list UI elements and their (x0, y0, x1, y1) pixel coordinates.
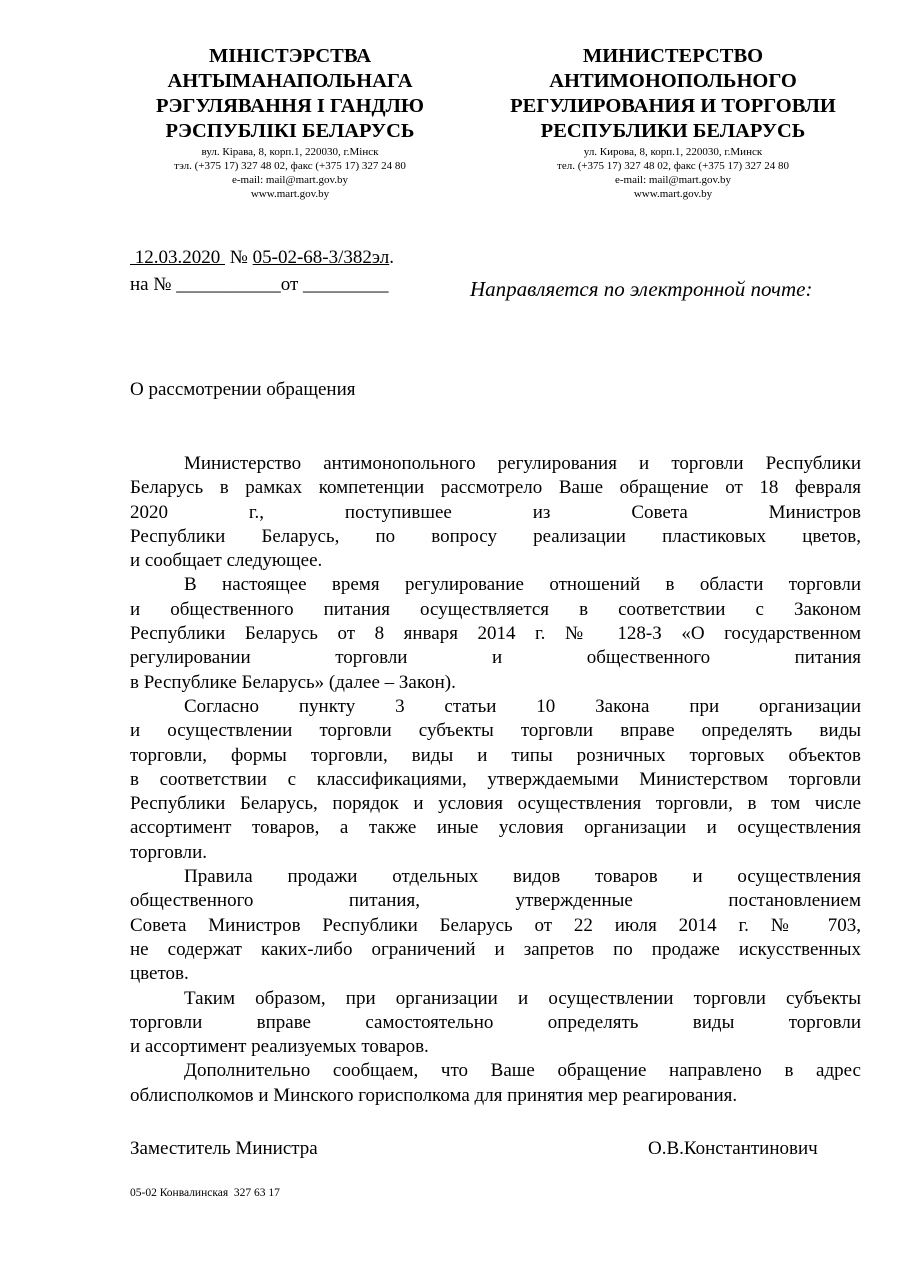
executor-footer: 05-02 Конвалинская 327 63 17 (130, 1187, 280, 1199)
letterhead-russian (483, 44, 863, 201)
incoming-ref: на № ___________от _________ (130, 274, 389, 295)
paragraph (130, 573, 861, 694)
text-line: торговли. (130, 841, 207, 863)
org-name-ru: МИНИСТЕРСТВО АНТИМОНОПОЛЬНОГО РЕГУЛИРОВАНИЯ И ТОРГОВЛИ РЕСПУБЛИКИ БЕЛАРУСЬ (510, 45, 836, 142)
sent-by-email-note: Направляется по электронной почте: (470, 277, 813, 301)
address-ru: ул. Кирова, 8, корп.1, 220030, г.Минск тел. (+375 17) 327 48 02, факс (+375 17) 327 24 80 e-mail: mail@mart.gov.by www.mart.gov.by (557, 146, 789, 200)
text-line: и ассортимент реализуемых товаров. (130, 1036, 429, 1058)
text-line: цветов. (130, 963, 189, 985)
text-line: торговли вправе самостоятельно определять виды торговли (130, 1011, 861, 1033)
text-line: и общественного питания осуществляется в соответствии с Законом (130, 598, 861, 620)
text-line: торговли, формы торговли, виды и типы розничных торговых объектов (130, 744, 861, 766)
letter-body (130, 452, 861, 1108)
text-line: 2020 г., поступившее из Совета Министров (130, 501, 861, 523)
reference-block (130, 244, 394, 298)
text-line: Беларусь в рамках компетенции рассмотрело Ваше обращение от 18 февраля (130, 477, 861, 499)
text-line: Дополнительно сообщаем, что Ваше обращение направлено в адрес (184, 1060, 861, 1082)
text-line: Согласно пункту 3 статьи 10 Закона при организации (184, 695, 861, 717)
subject-line: О рассмотрении обращения (130, 379, 356, 400)
text-line: регулировании торговли и общественного питания (130, 647, 861, 669)
paragraph (130, 1059, 861, 1108)
signatory-position: Заместитель Министра (130, 1138, 318, 1159)
text-line: Республики Беларусь, по вопросу реализации пластиковых цветов, (130, 525, 861, 547)
text-line: В настоящее время регулирование отношений в области торговли (184, 574, 861, 596)
text-line: в Республике Беларусь» (далее – Закон). (130, 671, 456, 693)
text-line: в соответствии с классификациями, утверждаемыми Министерством торговли (130, 768, 861, 790)
outgoing-ref: 12.03.2020 № 05-02-68-3/382эл. (130, 247, 394, 268)
text-line: Министерство антимонопольного регулирования и торговли Республики (184, 453, 861, 474)
doc-date: 12.03.2020 (130, 247, 225, 268)
text-line: Правила продажи отдельных видов товаров и осуществления (184, 866, 861, 888)
text-line: не содержат каких-либо ограничений и запретов по продаже искусственных (130, 938, 861, 960)
text-line: Республики Беларусь от 8 января 2014 г. № 128-З «О государственном (130, 623, 861, 645)
paragraph (130, 865, 861, 986)
text-line: облисполкомов и Минского горисполкома для принятия мер реагирования. (130, 1084, 738, 1106)
address-be: вул. Кірава, 8, корп.1, 220030, г.Мінск тэл. (+375 17) 327 48 02, факс (+375 17) 327 24 80 e-mail: mail@mart.gov.by www.mart.gov.by (174, 146, 406, 200)
text-line: и сообщает следующее. (130, 550, 323, 572)
doc-number: 05-02-68-3/382эл (252, 247, 390, 268)
org-name-be: МІНІСТЭРСТВА АНТЫМАНАПОЛЬНАГА РЭГУЛЯВАННЯ І ГАНДЛЮ РЭСПУБЛІКІ БЕЛАРУСЬ (155, 45, 425, 142)
text-line: общественного питания, утвержденные постановлением (130, 890, 861, 912)
letterhead-belarusian (100, 44, 480, 201)
text-line: ассортимент товаров, а также иные условия организации и осуществления (130, 817, 861, 839)
paragraph (130, 987, 861, 1060)
paragraph (130, 452, 861, 573)
text-line: и осуществлении торговли субъекты торговли вправе определять виды (130, 720, 861, 742)
text-line: Таким образом, при организации и осуществлении торговли субъекты (184, 987, 861, 1009)
text-line: Республики Беларусь, порядок и условия осуществления торговли, в том числе (130, 793, 861, 815)
paragraph (130, 695, 861, 865)
text-line: Совета Министров Республики Беларусь от 22 июля 2014 г. № 703, (130, 914, 861, 936)
signatory-name: О.В.Константинович (648, 1138, 818, 1159)
